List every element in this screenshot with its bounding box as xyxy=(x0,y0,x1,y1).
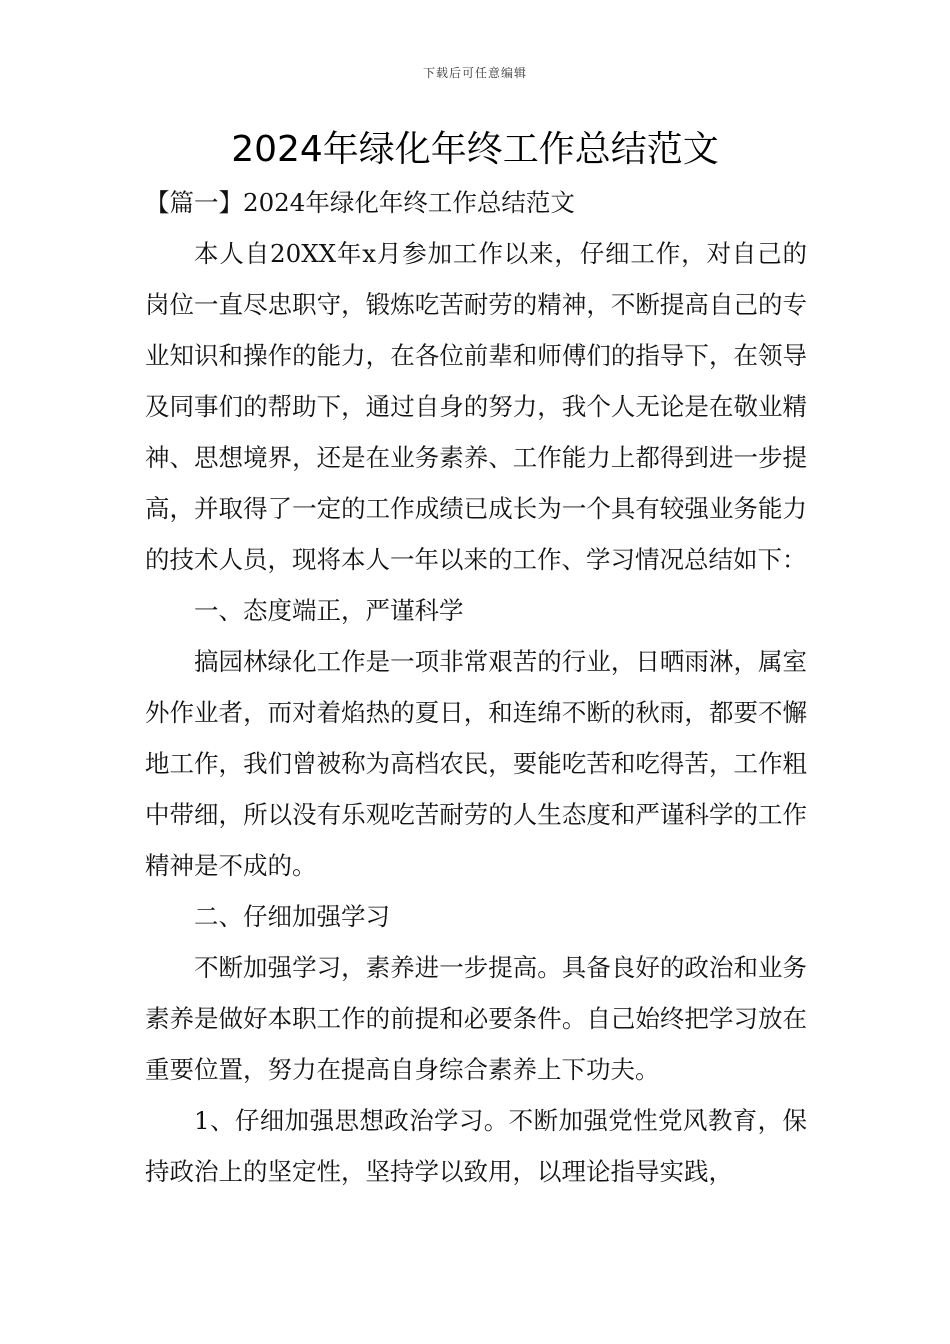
paragraph: 本人自20XX年x月参加工作以来，仔细工作，对自己的岗位一直尽忠职守，锻炼吃苦耐劳的精神，不断提高自己的专业知识和操作的能力，在各位前辈和师傅们的指导下，在领导及同事们的帮助下，通过自身的努力，我个人无论是在敬业精神、思想境界，还是在业务素养、工作能力上都得到进一步提高，并取得了一定的工作成绩已成长为一个具有较强业务能力的技术人员，现将本人一年以来的工作、学习情况总结如下： xyxy=(145,239,807,574)
document-title: 2024年绿化年终工作总结范文 xyxy=(231,129,719,170)
section-heading: 二、仔细加强学习 xyxy=(194,902,390,931)
paragraph: 1、仔细加强思想政治学习。不断加强党性党风教育，保持政治上的坚定性，坚持学以致用，以理论指导实践， xyxy=(145,1106,807,1186)
paragraph: 不断加强学习，素养进一步提高。具备良好的政治和业务素养是做好本职工作的前提和必要条件。自己始终把学习放在重要位置，努力在提高自身综合素养上下功夫。 xyxy=(145,953,807,1084)
document-body xyxy=(145,177,807,1197)
section-label: 【篇一】2024年绿化年终工作总结范文 xyxy=(145,188,575,217)
paragraph: 搞园林绿化工作是一项非常艰苦的行业，日晒雨淋，属室外作业者，而对着焰热的夏日，和连绵不断的秋雨，都要不懈地工作，我们曾被称为高档农民，要能吃苦和吃得苦，工作粗中带细，所以没有乐观吃苦耐劳的人生态度和严谨科学的工作精神是不成的。 xyxy=(145,647,807,880)
section-heading: 一、态度端正，严谨科学 xyxy=(194,596,464,625)
header-note: 下载后可任意编辑 xyxy=(422,66,527,80)
